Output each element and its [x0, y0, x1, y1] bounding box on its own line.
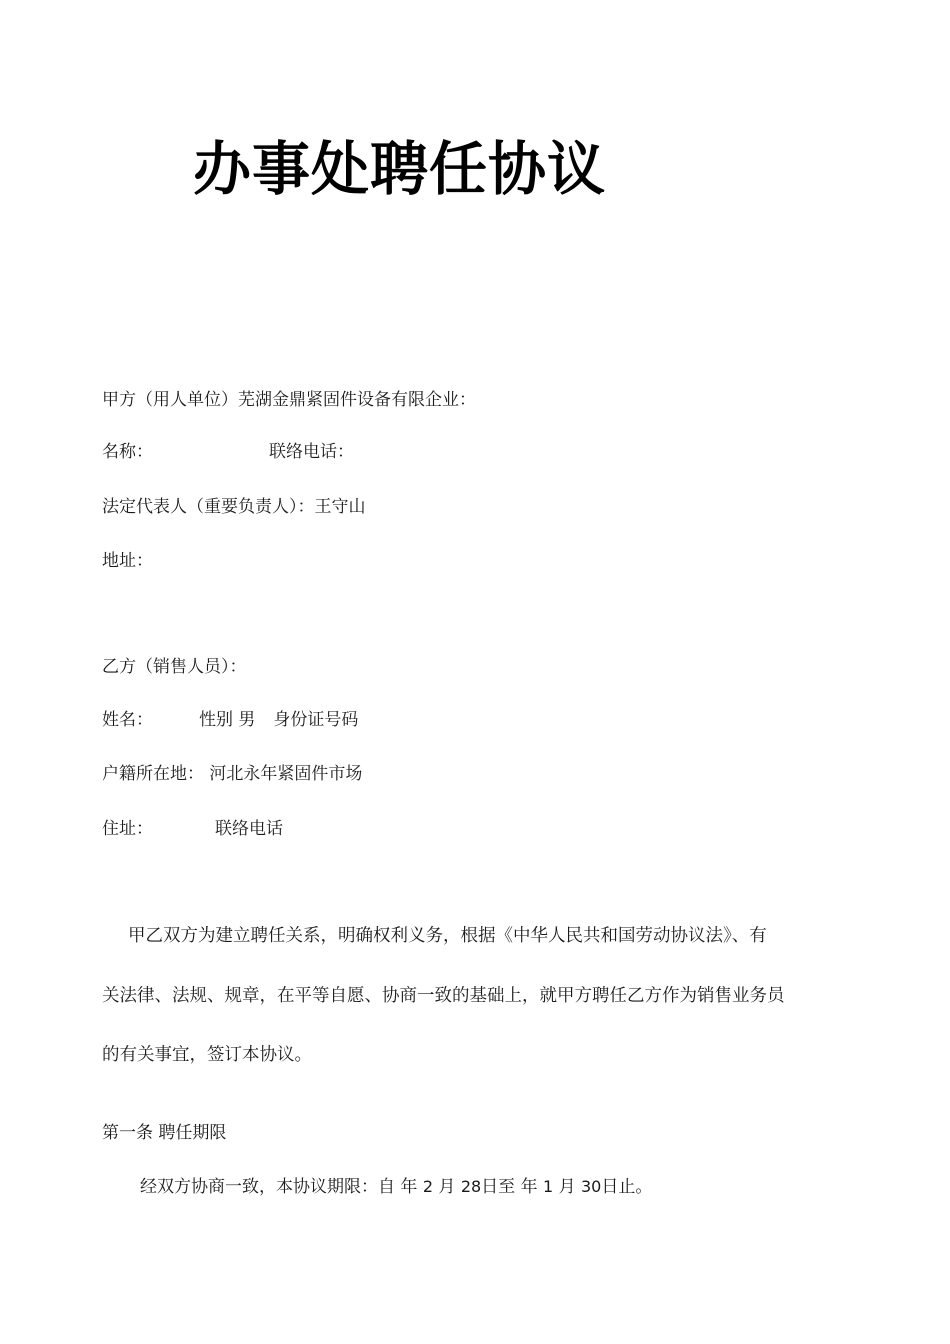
article-1-body: [140, 1179, 652, 1196]
article-1-month-1-unit: 月: [438, 1177, 456, 1197]
party-b-residence-label: 住址：: [102, 819, 153, 839]
article-1-day-1: 28: [460, 1177, 482, 1196]
party-b-gender: 性别 男: [199, 710, 256, 730]
party-a-name-label: 名称：: [102, 442, 153, 462]
party-a-address: 地址：: [102, 551, 153, 571]
article-1-day-2: 30: [580, 1177, 602, 1196]
party-b-name-label: 姓名：: [102, 710, 153, 730]
party-a-legal-rep: 法定代表人（重要负责人）：王守山: [102, 497, 366, 517]
party-b-residence-row: [102, 821, 283, 838]
party-a-name-row: [102, 444, 354, 461]
article-1-month-1: 2: [422, 1177, 433, 1196]
article-1-heading: 第一条 聘任期限: [102, 1123, 227, 1143]
document-title: 办事处聘任协议: [193, 135, 607, 203]
preamble-line-3: 的有关事宜，签订本协议。: [102, 1045, 312, 1065]
party-a-phone-label: 联络电话：: [269, 442, 354, 462]
party-b-name-row: [102, 712, 358, 729]
article-1-month-2: 1: [542, 1177, 554, 1196]
party-b-phone-label: 联络电话: [215, 819, 283, 839]
party-b-heading: 乙方（销售人员）：: [102, 657, 247, 677]
preamble-line-2: 关法律、法规、规章，在平等自愿、协商一致的基础上，就甲方聘任乙方作为销售业务员: [102, 986, 785, 1006]
preamble-line-1: 甲乙双方为建立聘任关系，明确权利义务，根据《中华人民共和国劳动协议法》、有: [128, 926, 767, 946]
party-a-heading: 甲方（用人单位）芜湖金鼎紧固件设备有限企业：: [102, 390, 476, 410]
article-1-day-1-unit: 日至 年: [481, 1177, 538, 1197]
article-1-month-2-unit: 月: [558, 1177, 576, 1197]
party-b-id-label: 身份证号码: [273, 710, 359, 730]
article-1-body-text: 经双方协商一致，本协议期限：自 年: [140, 1177, 418, 1197]
article-1-day-2-unit: 日止。: [601, 1177, 653, 1197]
party-b-hukou: 户籍所在地： 河北永年紧固件市场: [102, 764, 363, 784]
